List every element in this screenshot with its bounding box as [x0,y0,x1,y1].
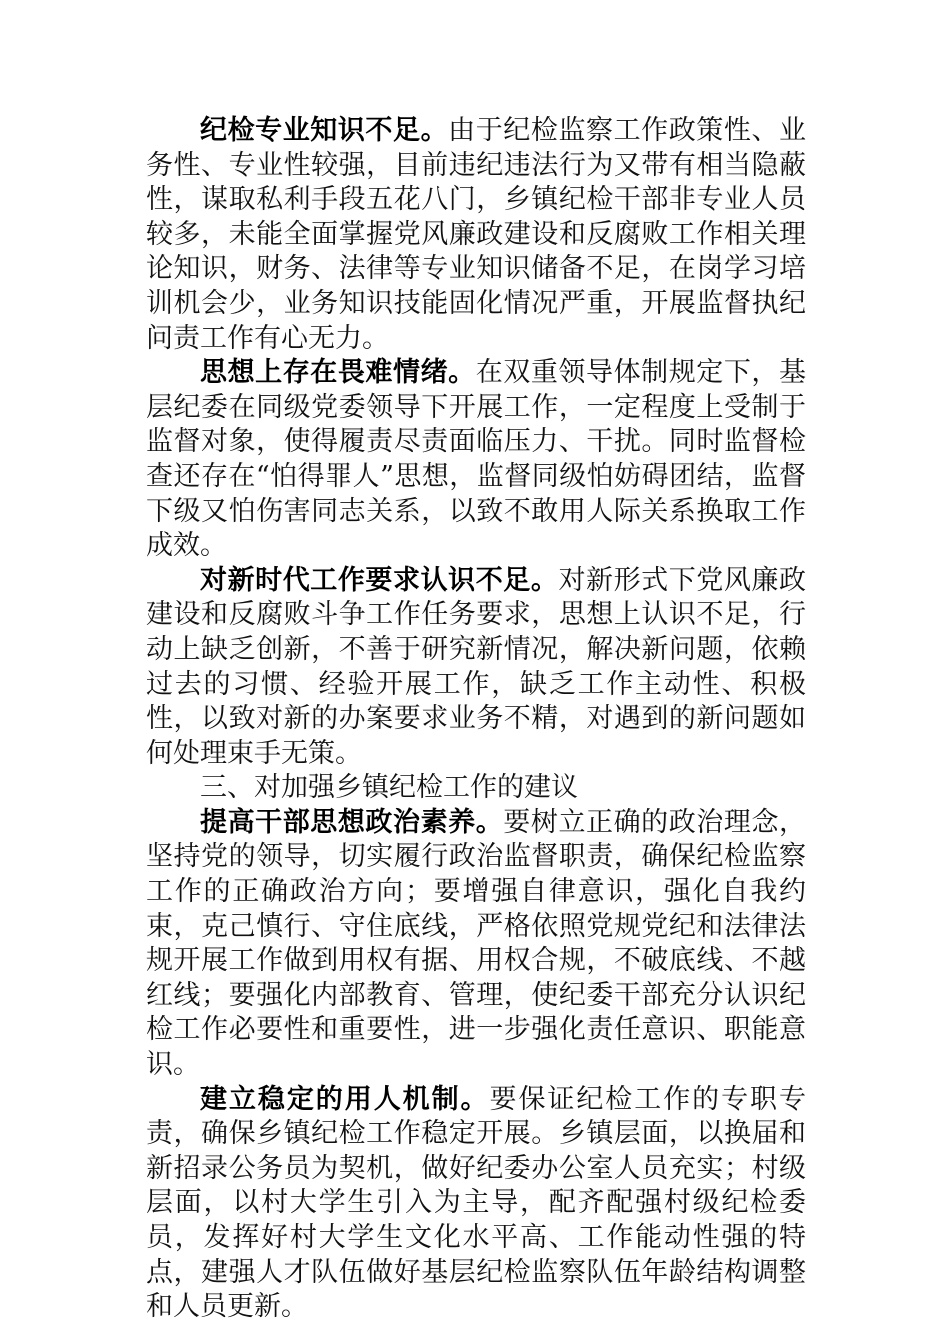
paragraph-new-era-requirements [146,564,806,772]
paragraph-fear-of-difficulty [146,356,806,564]
paragraph-lead: 对新时代工作要求认识不足。 [200,564,559,596]
paragraph-staffing-mechanism [146,1083,806,1325]
paragraph-lead: 提高干部思想政治素养。 [200,806,504,838]
paragraph-lead: 思想上存在畏难情绪。 [200,357,476,389]
paragraph-professional-knowledge [146,114,806,356]
paragraph-body: 由于纪检监察工作政策性、业务性、专业性较强，目前违纪违法行为又带有相当隐蔽性，谋取私利手段五花八门，乡镇纪检干部非专业人员较多，未能全面掌握党风廉政建设和反腐败工作相关理论知识，财务、法律等专业知识储备不足，在岗学习培训机会少，业务知识技能固化情况严重，开展监督执纪问责工作有心无力。 [146,115,807,354]
paragraph-lead: 纪检专业知识不足。 [200,115,449,146]
paragraph-lead: 建立稳定的用人机制。 [200,1083,490,1115]
section-heading: 三、对加强乡镇纪检工作的建议 [200,772,578,804]
document-page [146,114,806,1325]
paragraph-body: 对新形式下党风廉政建设和反腐败斗争工作任务要求，思想上认识不足，行动上缺乏创新，不善于研究新情况，解决新问题，依赖过去的习惯、经验开展工作，缺乏工作主动性、积极性，以致对新的办案要求业务不精，对遇到的新问题如何处理束手无策。 [146,564,807,769]
paragraph-political-quality [146,806,806,1083]
paragraph-body: 在双重领导体制规定下，基层纪委在同级党委领导下开展工作，一定程度上受制于监督对象，使得履责尽责面临压力、干扰。同时监督检查还存在“怕得罪人”思想，监督同级怕妨碍团结，监督下级又怕伤害同志关系，以致不敢用人际关系换取工作成效。 [146,357,807,562]
paragraph-body: 要保证纪检工作的专职专责，确保乡镇纪检工作稳定开展。乡镇层面，以换届和新招录公务员为契机，做好纪委办公室人员充实；村级层面，以村大学生引入为主导，配齐配强村级纪检委员，发挥好村大学生文化水平高、工作能动性强的特点，建强人才队伍做好基层纪检监察队伍年龄结构调整和人员更新。 [146,1083,806,1323]
paragraph-body: 要树立正确的政治理念，坚持党的领导，切实履行政治监督职责，确保纪检监察工作的正确政治方向；要增强自律意识，强化自我约束，克己慎行、守住底线，严格依照党规党纪和法律法规开展工作做到用权有据、用权合规，不破底线、不越红线；要强化内部教育、管理，使纪委干部充分认识纪检工作必要性和重要性，进一步强化责任意识、职能意识。 [146,806,807,1081]
